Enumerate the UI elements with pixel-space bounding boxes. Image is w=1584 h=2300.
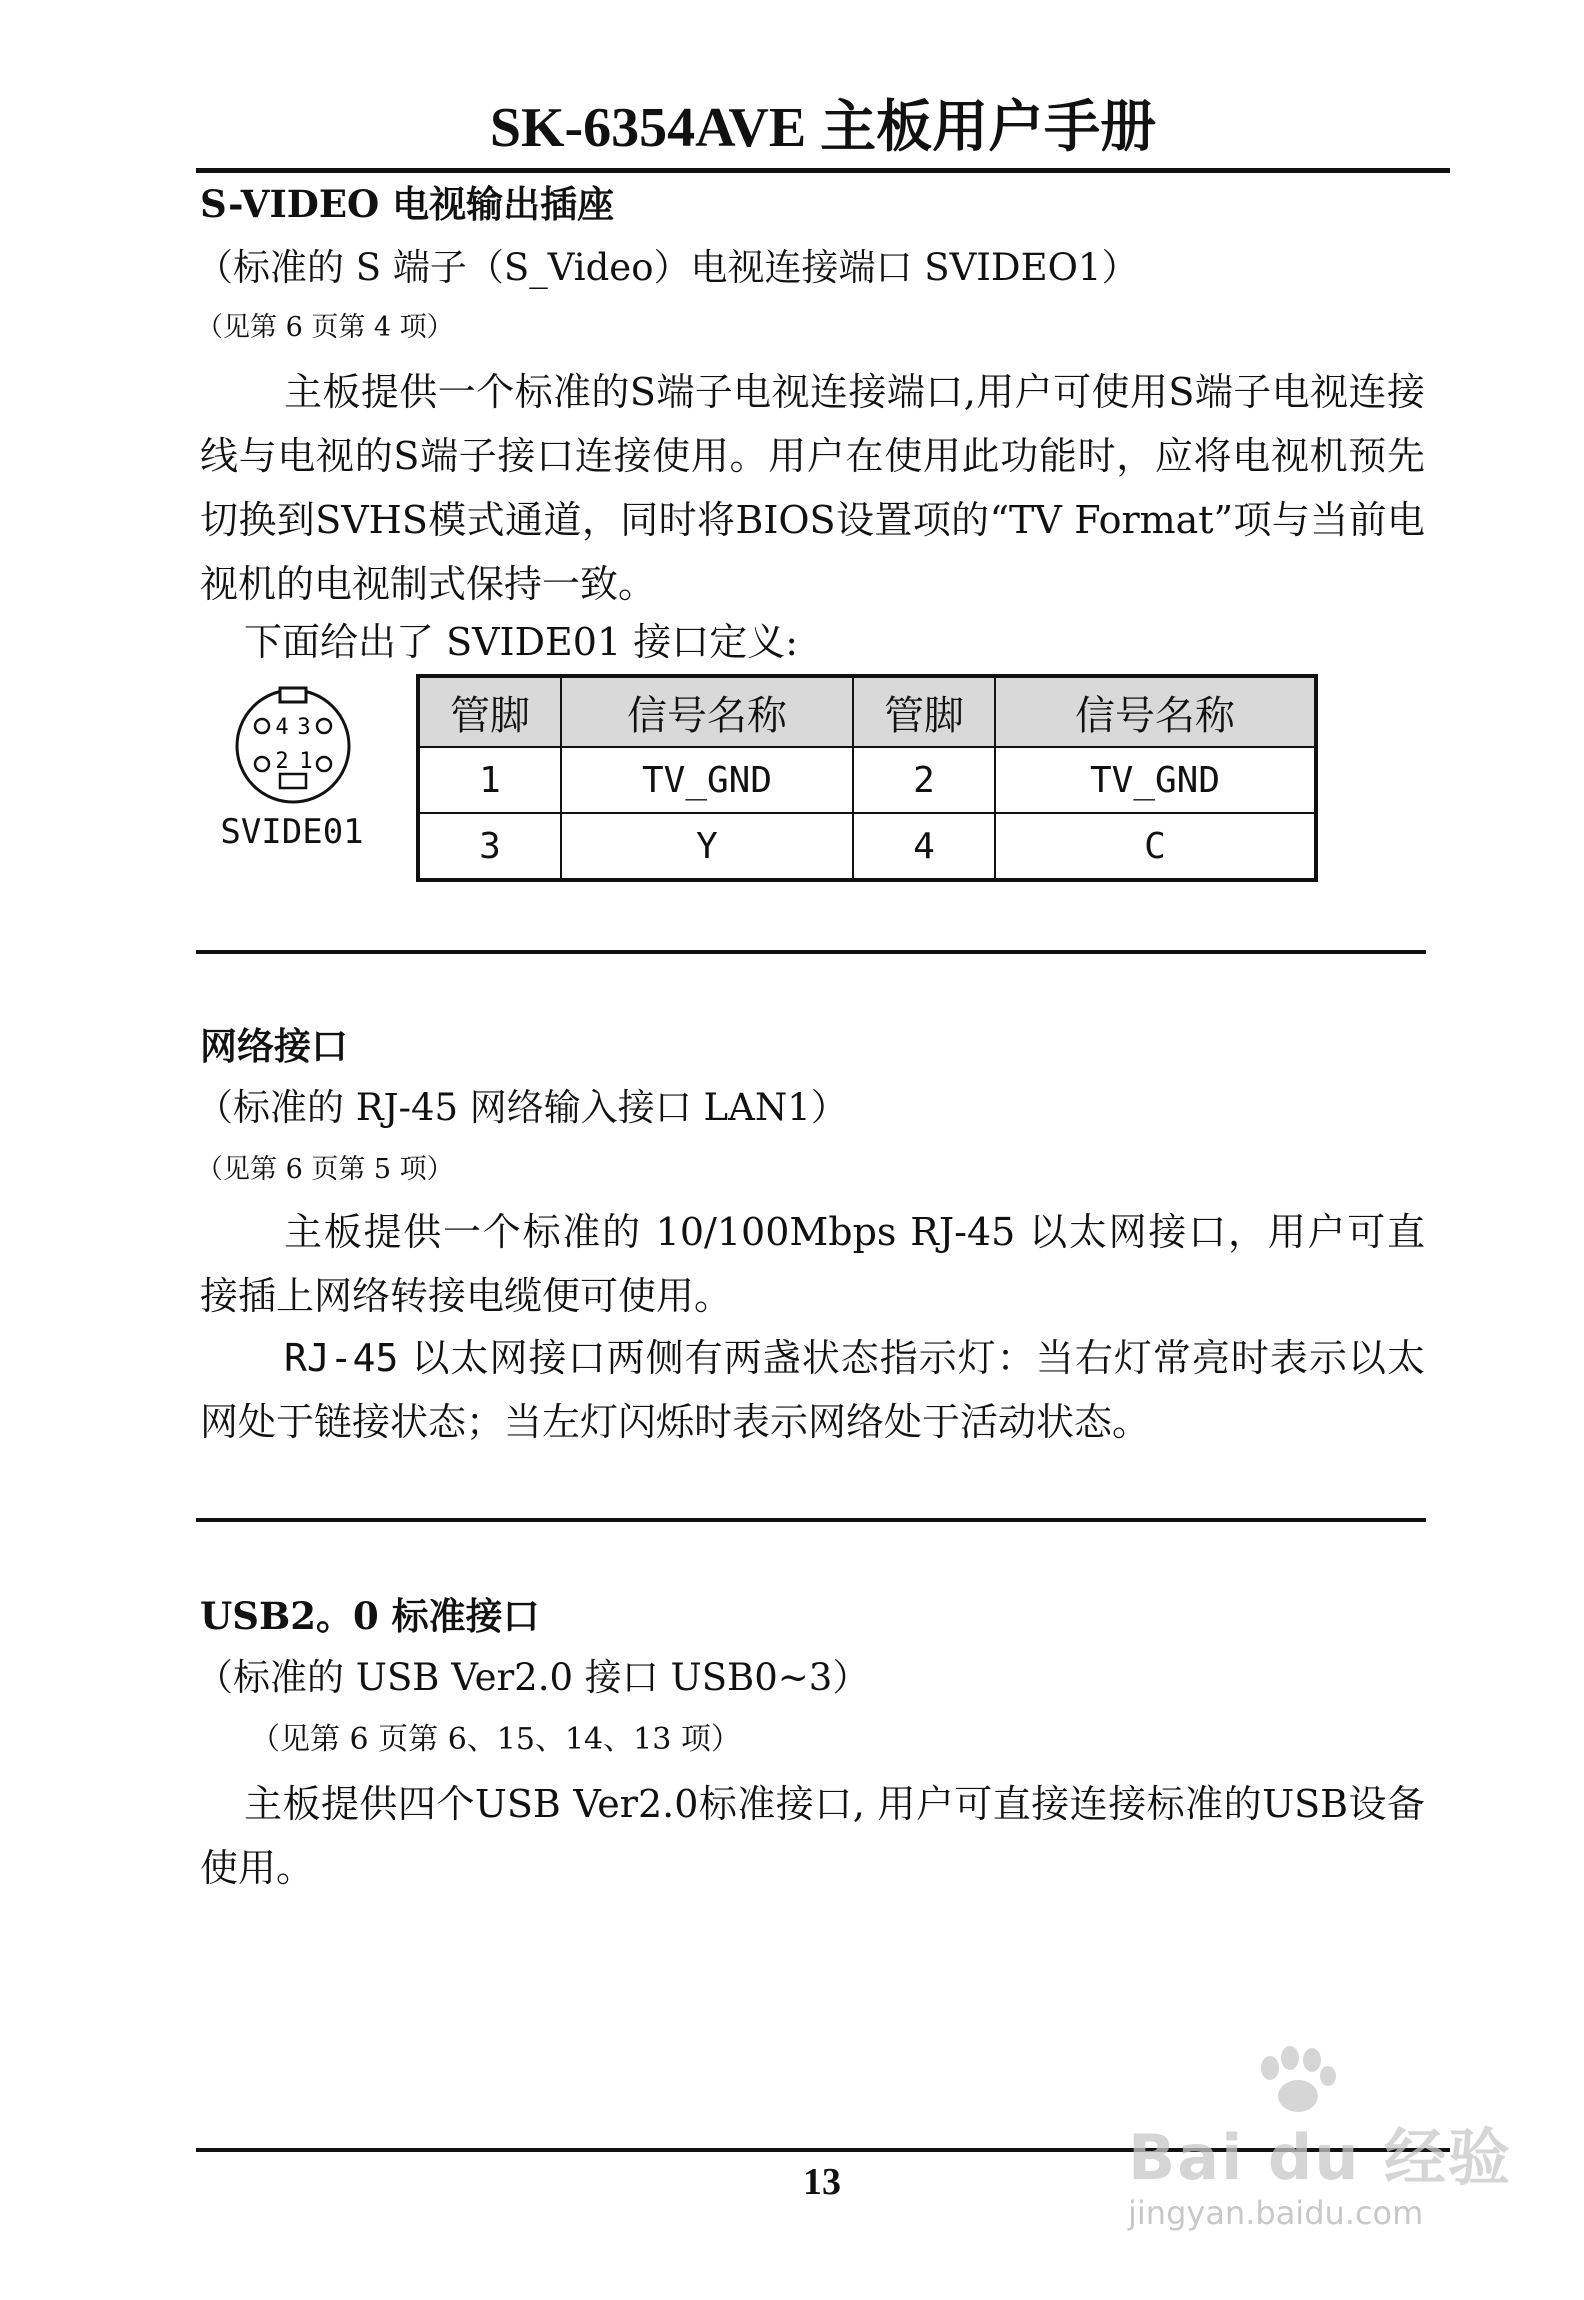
usb-description: 主板提供四个USB Ver2.0标准接口, 用户可直接连接标准的USB设备使用。 xyxy=(200,1782,1425,1890)
lan-indicator-description xyxy=(200,1326,1425,1454)
usb-page-reference: （见第 6 页第 6、15、14、13 项） xyxy=(250,1722,741,1757)
table-header-row xyxy=(418,676,1316,747)
table-cell: TV_GND xyxy=(561,747,853,813)
page-number: 13 xyxy=(803,2161,841,2203)
svideo-connector-diagram xyxy=(228,686,358,806)
page-header-title: SK-6354AVE 主板用户手册 xyxy=(489,97,1157,159)
lan-section-title: 网络接口 xyxy=(200,1024,348,1068)
table-cell: 4 xyxy=(853,813,995,880)
lan-page-reference: （见第 6 页第 5 项） xyxy=(196,1154,454,1185)
lan-description: 主板提供一个标准的 10/100Mbps RJ-45 以太网接口，用户可直接插上网络转接电缆便可使用。 xyxy=(200,1210,1425,1318)
watermark-url: jingyan.baidu.com xyxy=(1128,2194,1424,2232)
table-cell: C xyxy=(995,813,1316,880)
paw-icon xyxy=(1250,2046,1340,2116)
svideo-connector-label: SVIDE01 xyxy=(220,812,364,852)
svideo-page-reference: （见第 6 页第 4 项） xyxy=(196,312,454,343)
usb-subtitle: （标准的 USB Ver2.0 接口 USB0~3） xyxy=(196,1656,870,1699)
table-cell: 3 xyxy=(418,813,561,880)
header-divider xyxy=(196,168,1450,173)
usb-section-title: USB2。0 标准接口 xyxy=(200,1594,540,1638)
svideo-table-intro: 下面给出了 SVIDE01 接口定义: xyxy=(244,620,799,664)
svideo-description: 主板提供一个标准的S端子电视连接端口,用户可使用S端子电视连接线与电视的S端子接口连接使用。用户在使用此功能时，应将电视机预先切换到SVHS模式通道，同时将BIOS设置项的“TV Format”项与当前电视机的电视制式保持一致。 xyxy=(200,370,1425,606)
table-header-cell: 管脚 xyxy=(418,676,561,747)
rj45-label: RJ-45 xyxy=(284,1336,399,1380)
table-cell: 2 xyxy=(853,747,995,813)
watermark-brand: Bai du 经验 xyxy=(1128,2121,1513,2194)
svideo-pin-table xyxy=(416,674,1318,882)
table-row xyxy=(418,813,1316,880)
table-cell: Y xyxy=(561,813,853,880)
connector-pin-2: 2 xyxy=(275,749,289,774)
table-cell: 1 xyxy=(418,747,561,813)
connector-pin-1: 1 xyxy=(299,749,313,774)
table-row xyxy=(418,747,1316,813)
connector-pin-3: 3 xyxy=(297,715,311,740)
section-divider xyxy=(196,1518,1426,1522)
lan-subtitle: （标准的 RJ-45 网络输入接口 LAN1） xyxy=(196,1086,848,1129)
connector-pin-4: 4 xyxy=(275,715,289,740)
svideo-section-title: S-VIDEO 电视输出插座 xyxy=(200,182,615,226)
lan-indicator-text: 以太网接口两侧有两盏状态指示灯：当右灯常亮时表示以太网处于链接状态；当左灯闪烁时表示网络处于活动状态。 xyxy=(200,1336,1425,1444)
table-header-cell: 信号名称 xyxy=(561,676,853,747)
svideo-subtitle: （标准的 S 端子（S_Video）电视连接端口 SVIDEO1） xyxy=(196,246,1139,289)
table-header-cell: 信号名称 xyxy=(995,676,1316,747)
table-cell: TV_GND xyxy=(995,747,1316,813)
table-header-cell: 管脚 xyxy=(853,676,995,747)
section-divider xyxy=(196,950,1426,954)
